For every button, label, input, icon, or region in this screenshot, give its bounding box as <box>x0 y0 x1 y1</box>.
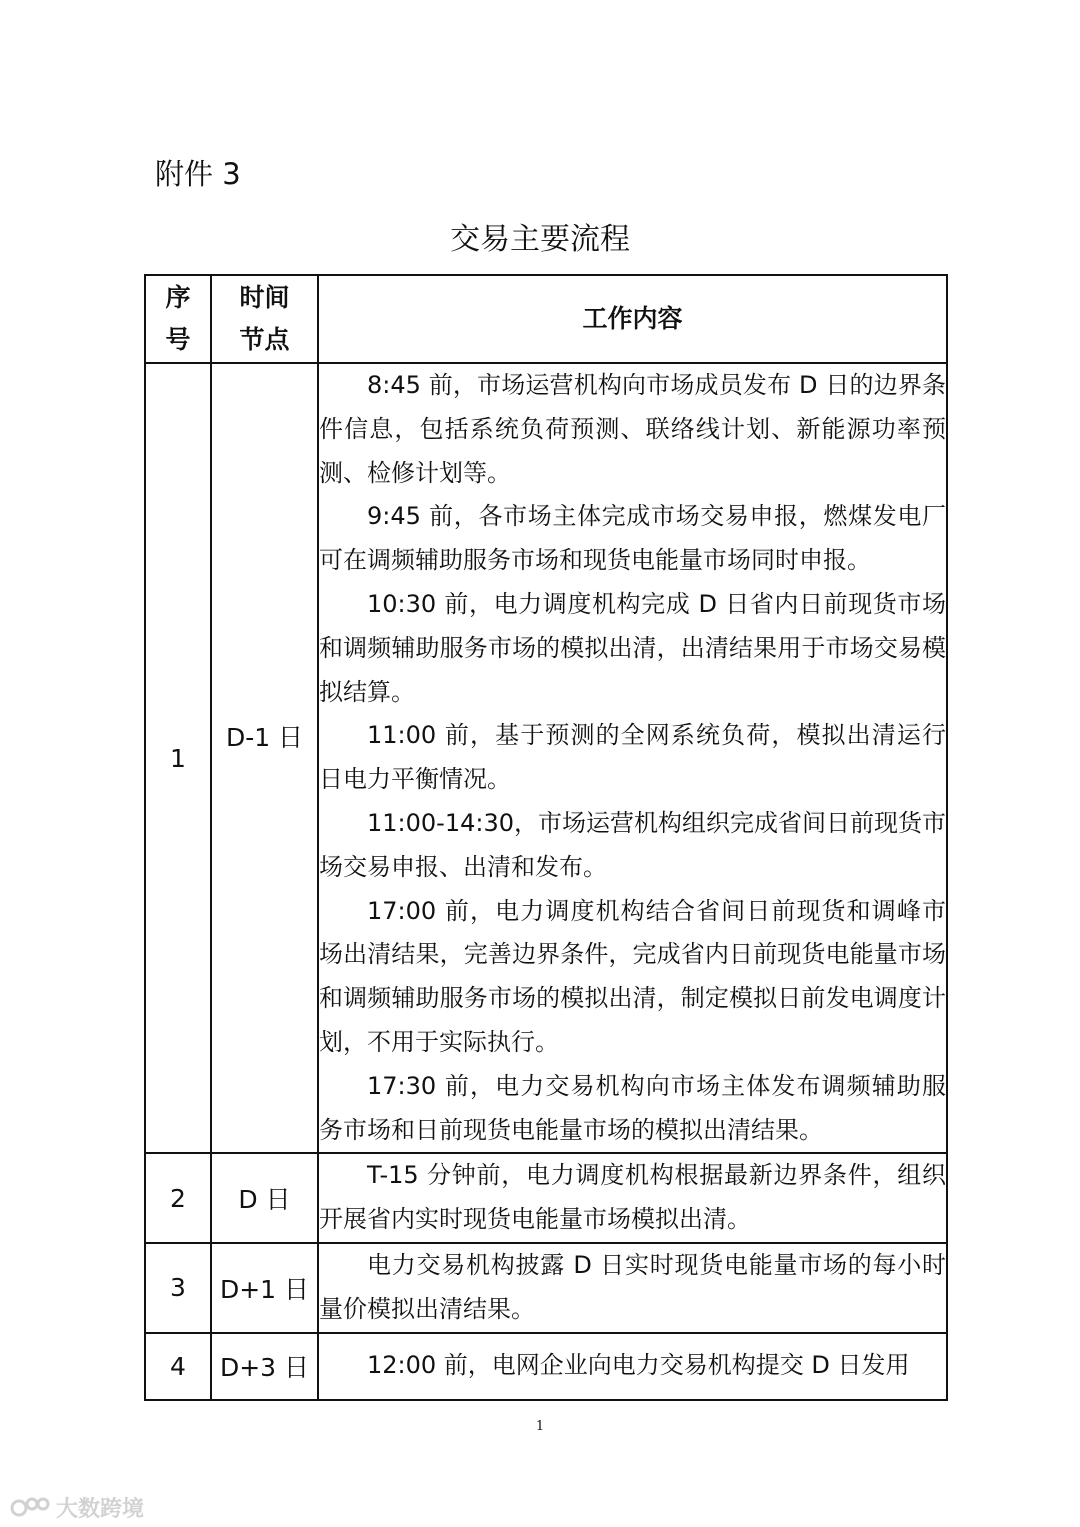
table-row <box>145 1333 947 1400</box>
content-paragraph: 12:00 前，电网企业向电力交易机构提交 D 日发用 <box>367 1351 910 1380</box>
row-number: 1 <box>145 363 211 1153</box>
header-no <box>145 275 211 363</box>
row-number: 3 <box>145 1243 211 1333</box>
header-time <box>211 275 318 363</box>
content-paragraph: 11:00 前，基于预测的全网系统负荷，模拟出清运行日电力平衡情况。 <box>319 721 946 794</box>
row-number: 4 <box>145 1333 211 1400</box>
row-time: D+1 日 <box>211 1243 318 1333</box>
row-time: D+3 日 <box>211 1333 318 1400</box>
logo-icon <box>10 1495 50 1521</box>
content-paragraph: T-15 分钟前，电力调度机构根据最新边界条件，组织开展省内实时现货电能量市场模拟出清。 <box>319 1161 946 1234</box>
header-time-line2: 节点 <box>239 325 290 354</box>
content-paragraph: 17:00 前，电力调度机构结合省间日前现货和调峰市场出清结果，完善边界条件，完成省内日前现货电能量市场和调频辅助服务市场的模拟出清，制定模拟日前发电调度计划，不用于实际执行。 <box>319 896 946 1056</box>
header-content: 工作内容 <box>318 275 947 363</box>
document-title: 交易主要流程 <box>450 222 630 257</box>
header-no-line2: 号 <box>165 325 191 354</box>
table-row <box>145 363 947 1153</box>
content-paragraph: 电力交易机构披露 D 日实时现货电能量市场的每小时量价模拟出清结果。 <box>319 1250 946 1323</box>
row-number: 2 <box>145 1153 211 1243</box>
content-paragraph: 8:45 前，市场运营机构向市场成员发布 D 日的边界条件信息，包括系统负荷预测、联络线计划、新能源功率预测、检修计划等。 <box>319 371 946 487</box>
process-table <box>144 274 948 1401</box>
content-paragraph: 10:30 前，电力调度机构完成 D 日省内日前现货市场和调频辅助服务市场的模拟出清，出清结果用于市场交易模拟结算。 <box>319 589 946 706</box>
page-number: 1 <box>535 1419 545 1434</box>
watermark-text: 大数跨境 <box>56 1497 145 1522</box>
row-content <box>318 363 947 1153</box>
row-content <box>318 1333 947 1400</box>
row-content <box>318 1153 947 1243</box>
watermark <box>10 1492 144 1523</box>
table-header-row <box>145 275 947 363</box>
header-no-line1: 序 <box>165 283 191 312</box>
attachment-label: 附件 3 <box>155 157 241 191</box>
content-paragraph: 11:00-14:30，市场运营机构组织完成省间日前现货市场交易申报、出清和发布。 <box>319 808 946 881</box>
content-paragraph: 9:45 前，各市场主体完成市场交易申报，燃煤发电厂可在调频辅助服务市场和现货电能量市场同时申报。 <box>319 502 946 575</box>
table-row <box>145 1153 947 1243</box>
table-row <box>145 1243 947 1333</box>
row-time <box>211 363 318 1153</box>
header-time-line1: 时间 <box>239 283 290 312</box>
row-time-text: D-1 日 <box>225 723 304 753</box>
content-paragraph: 17:30 前，电力交易机构向市场主体发布调频辅助服务市场和日前现货电能量市场的模拟出清结果。 <box>319 1071 946 1144</box>
row-time: D 日 <box>211 1153 318 1243</box>
row-content <box>318 1243 947 1333</box>
